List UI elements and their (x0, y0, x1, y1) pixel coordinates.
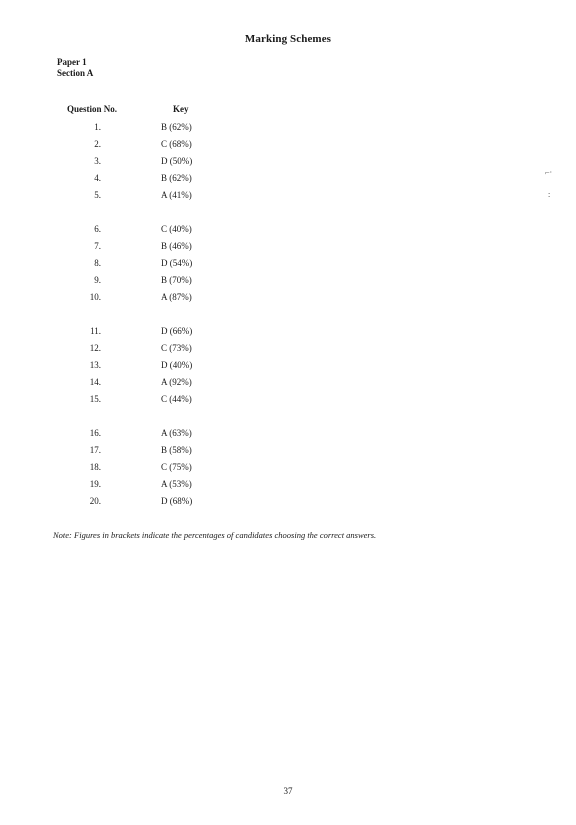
question-number: 17. (89, 445, 101, 455)
answer-key: D (40%) (161, 360, 193, 370)
footnote: Note: Figures in brackets indicate the percentages of candidates choosing the correct answers. (53, 530, 377, 540)
page-title: Marking Schemes (244, 33, 332, 45)
table-row (0, 137, 576, 154)
answer-key: B (62%) (161, 122, 192, 132)
question-group (0, 120, 576, 205)
answer-key: B (70%) (161, 275, 192, 285)
table-row (0, 358, 576, 375)
question-number: 14. (89, 377, 101, 387)
answer-key: B (58%) (161, 445, 192, 455)
table-row (0, 426, 576, 443)
question-number: 5. (94, 190, 101, 200)
table-row (0, 239, 576, 256)
question-number: 18. (89, 462, 101, 472)
answer-key: D (66%) (161, 326, 193, 336)
scan-mark: ⌐· (545, 168, 553, 177)
table-row (0, 120, 576, 137)
table-row (0, 392, 576, 409)
table-row (0, 154, 576, 171)
paper-heading (57, 57, 93, 79)
question-number: 1. (94, 122, 101, 132)
table-row (0, 273, 576, 290)
question-number: 12. (89, 343, 101, 353)
table-row (0, 460, 576, 477)
page-number: 37 (283, 786, 293, 796)
table-row (0, 443, 576, 460)
question-number: 10. (89, 292, 101, 302)
question-group (0, 324, 576, 409)
answer-key: A (87%) (161, 292, 192, 302)
question-number: 15. (89, 394, 101, 404)
answer-key: C (75%) (161, 462, 192, 472)
question-number: 7. (94, 241, 101, 251)
question-number: 2. (94, 139, 101, 149)
answer-key: C (44%) (161, 394, 192, 404)
column-header-key: Key (173, 104, 189, 114)
question-number: 6. (94, 224, 101, 234)
answer-key: A (53%) (161, 479, 192, 489)
answer-key: C (68%) (161, 139, 192, 149)
table-row (0, 256, 576, 273)
table-row (0, 290, 576, 307)
question-number: 20. (89, 496, 101, 506)
question-number: 3. (94, 156, 101, 166)
table-row (0, 324, 576, 341)
paper-label: Paper 1 (57, 57, 87, 67)
table-row (0, 188, 576, 205)
table-row (0, 477, 576, 494)
answer-key: C (40%) (161, 224, 192, 234)
question-number: 8. (94, 258, 101, 268)
answer-key: A (63%) (161, 428, 192, 438)
scan-mark: : (548, 190, 551, 199)
question-number: 4. (94, 173, 101, 183)
question-number: 19. (89, 479, 101, 489)
answer-key: D (68%) (161, 496, 193, 506)
table-row (0, 341, 576, 358)
question-number: 11. (90, 326, 101, 336)
section-label: Section A (57, 68, 94, 78)
answer-key: B (46%) (161, 241, 192, 251)
answer-key: B (62%) (161, 173, 192, 183)
answer-key-table (0, 120, 576, 528)
table-row (0, 222, 576, 239)
answer-key: D (54%) (161, 258, 193, 268)
answer-key: C (73%) (161, 343, 192, 353)
question-number: 13. (89, 360, 101, 370)
question-number: 16. (89, 428, 101, 438)
table-row (0, 171, 576, 188)
answer-key: A (92%) (161, 377, 192, 387)
answer-key: A (41%) (161, 190, 192, 200)
question-group (0, 426, 576, 511)
table-row (0, 375, 576, 392)
table-row (0, 494, 576, 511)
question-number: 9. (94, 275, 101, 285)
column-header-question: Question No. (67, 104, 118, 114)
answer-key: D (50%) (161, 156, 193, 166)
question-group (0, 222, 576, 307)
